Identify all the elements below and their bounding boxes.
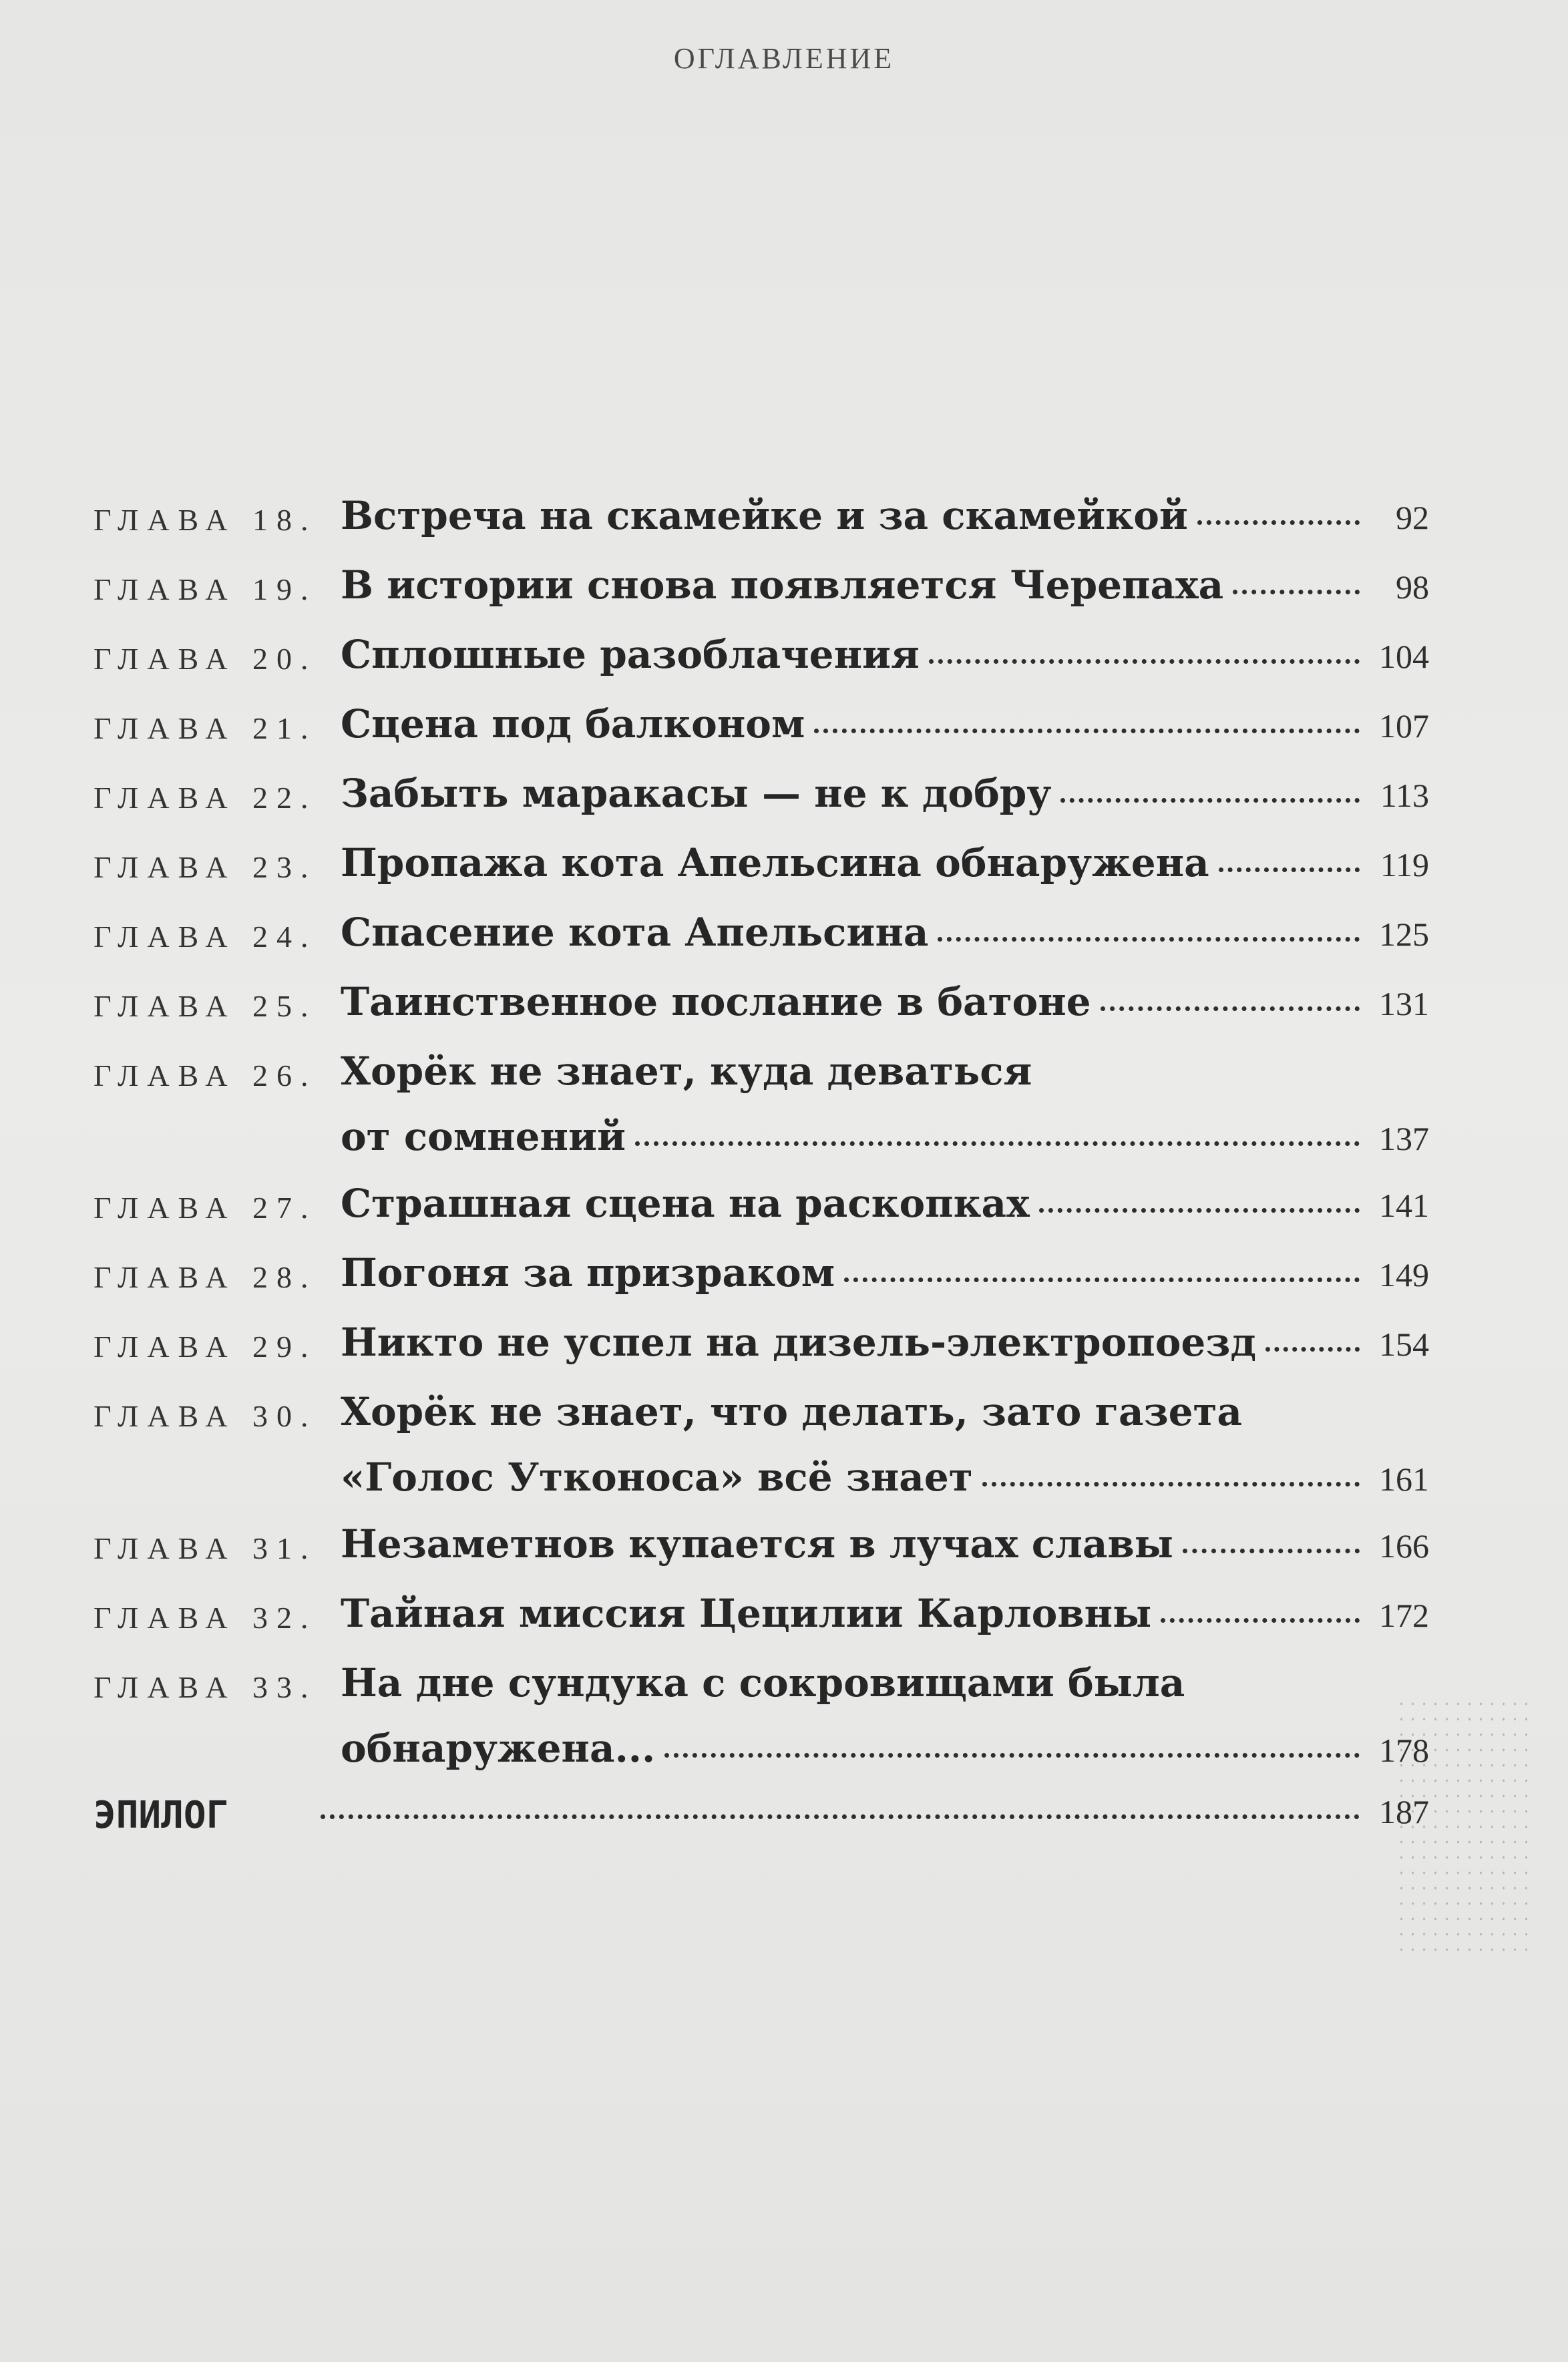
leader-dots [1161, 1618, 1360, 1623]
chapter-label: ГЛАВА 29. [93, 1330, 317, 1364]
chapter-title-line1: Хорёк не знает, что делать, зато газета [341, 1389, 1243, 1434]
chapter-title: Спасение кота Апельсина [341, 910, 929, 955]
chapter-title: обнаружена... [341, 1726, 656, 1771]
page-number: 178 [1379, 1732, 1429, 1769]
toc-line [341, 1726, 1429, 1771]
chapter-label: ГЛАВА 32. [93, 1601, 317, 1635]
toc-line [341, 701, 1429, 747]
toc-line [341, 910, 1429, 955]
chapter-title: от сомнений [341, 1114, 626, 1159]
leader-dots [1219, 867, 1360, 872]
page-number: 154 [1379, 1326, 1429, 1363]
chapter-label: ГЛАВА 25. [93, 989, 317, 1023]
chapter-title: В истории снова появляется Черепаха [341, 562, 1224, 608]
leader-dots [1060, 798, 1360, 803]
page-number: 125 [1379, 916, 1429, 953]
chapter-label: ГЛАВА 22. [93, 781, 317, 815]
chapter-label: ГЛАВА 30. [93, 1399, 317, 1433]
toc-line [341, 979, 1429, 1024]
toc-line [341, 771, 1429, 816]
print-speckle-texture [1396, 1696, 1529, 1963]
running-head: ОГЛАВЛЕНИЕ [673, 42, 895, 75]
page-number: 119 [1380, 846, 1429, 883]
page-number: 141 [1379, 1187, 1429, 1224]
leader-dots [1265, 1347, 1360, 1352]
leader-dots [929, 659, 1360, 664]
toc-line [341, 1250, 1429, 1296]
toc-line-first [341, 1389, 1429, 1434]
chapter-label: ГЛАВА 24. [93, 920, 317, 954]
toc-line [341, 493, 1429, 538]
toc-line [341, 1454, 1429, 1500]
page-number: 149 [1379, 1256, 1429, 1294]
page-number: 172 [1379, 1597, 1429, 1634]
chapter-label: ГЛАВА 18. [93, 503, 317, 537]
leader-dots [664, 1753, 1360, 1758]
page-number: 166 [1379, 1527, 1429, 1565]
chapter-label: ГЛАВА 28. [93, 1260, 317, 1294]
chapter-title: Тайная миссия Цецилии Карловны [341, 1591, 1152, 1636]
chapter-title: «Голос Утконоса» всё знает [341, 1454, 973, 1500]
toc-line [341, 1181, 1429, 1226]
leader-dots [1101, 1006, 1360, 1011]
leader-dots [1183, 1549, 1360, 1553]
page-number: 187 [1379, 1793, 1429, 1830]
chapter-label: ГЛАВА 27. [93, 1191, 317, 1225]
chapter-label: ГЛАВА 20. [93, 642, 317, 676]
page-number: 107 [1379, 707, 1429, 745]
toc-line [321, 1792, 1429, 1831]
chapter-label: ГЛАВА 21. [93, 711, 317, 745]
leader-dots [635, 1141, 1360, 1146]
chapter-title: Никто не успел на дизель-электропоезд [341, 1320, 1256, 1365]
leader-dots [1233, 590, 1360, 594]
chapter-label: ГЛАВА 23. [93, 850, 317, 884]
page-number: 161 [1379, 1460, 1429, 1498]
toc-line [341, 562, 1429, 608]
leader-dots [982, 1482, 1360, 1487]
page-number: 131 [1379, 985, 1429, 1022]
chapter-title: Сплошные разоблачения [341, 632, 920, 677]
leader-dots [321, 1814, 1360, 1819]
leader-dots [938, 937, 1360, 942]
chapter-title: Сцена под балконом [341, 701, 805, 747]
chapter-label: ГЛАВА 26. [93, 1058, 317, 1093]
toc-line [341, 632, 1429, 677]
leader-dots [814, 729, 1360, 733]
toc-line [341, 1521, 1429, 1567]
toc-line [341, 840, 1429, 885]
chapter-title: Забыть маракасы — не к добру [341, 771, 1052, 816]
leader-dots [1039, 1208, 1360, 1213]
page-number: 113 [1380, 777, 1429, 814]
chapter-title: Страшная сцена на раскопках [341, 1181, 1030, 1226]
toc-line [341, 1320, 1429, 1365]
page-number: 92 [1396, 499, 1429, 536]
chapter-title-line1: Хорёк не знает, куда деваться [341, 1048, 1032, 1094]
page-number: 137 [1379, 1120, 1429, 1157]
chapter-label: ГЛАВА 31. [93, 1531, 317, 1565]
page-number: 98 [1396, 568, 1429, 606]
epilogue-label: ЭПИЛОГ [93, 1794, 229, 1837]
toc-line-first [341, 1660, 1429, 1706]
chapter-title: Погоня за призраком [341, 1250, 835, 1296]
chapter-label: ГЛАВА 33. [93, 1670, 317, 1704]
chapter-title: Незаметнов купается в лучах славы [341, 1521, 1173, 1567]
leader-dots [844, 1277, 1360, 1282]
chapter-title: Встреча на скамейке и за скамейкой [341, 493, 1188, 538]
chapter-title: Таинственное послание в батоне [341, 979, 1091, 1024]
toc-line-first [341, 1048, 1429, 1094]
chapter-title: Пропажа кота Апельсина обнаружена [341, 840, 1209, 885]
chapter-title-line1: На дне сундука с сокровищами была [341, 1660, 1185, 1706]
toc-line [341, 1114, 1429, 1159]
chapter-label: ГЛАВА 19. [93, 572, 317, 606]
leader-dots [1197, 520, 1360, 525]
toc-line [341, 1591, 1429, 1636]
page-number: 104 [1379, 638, 1429, 675]
